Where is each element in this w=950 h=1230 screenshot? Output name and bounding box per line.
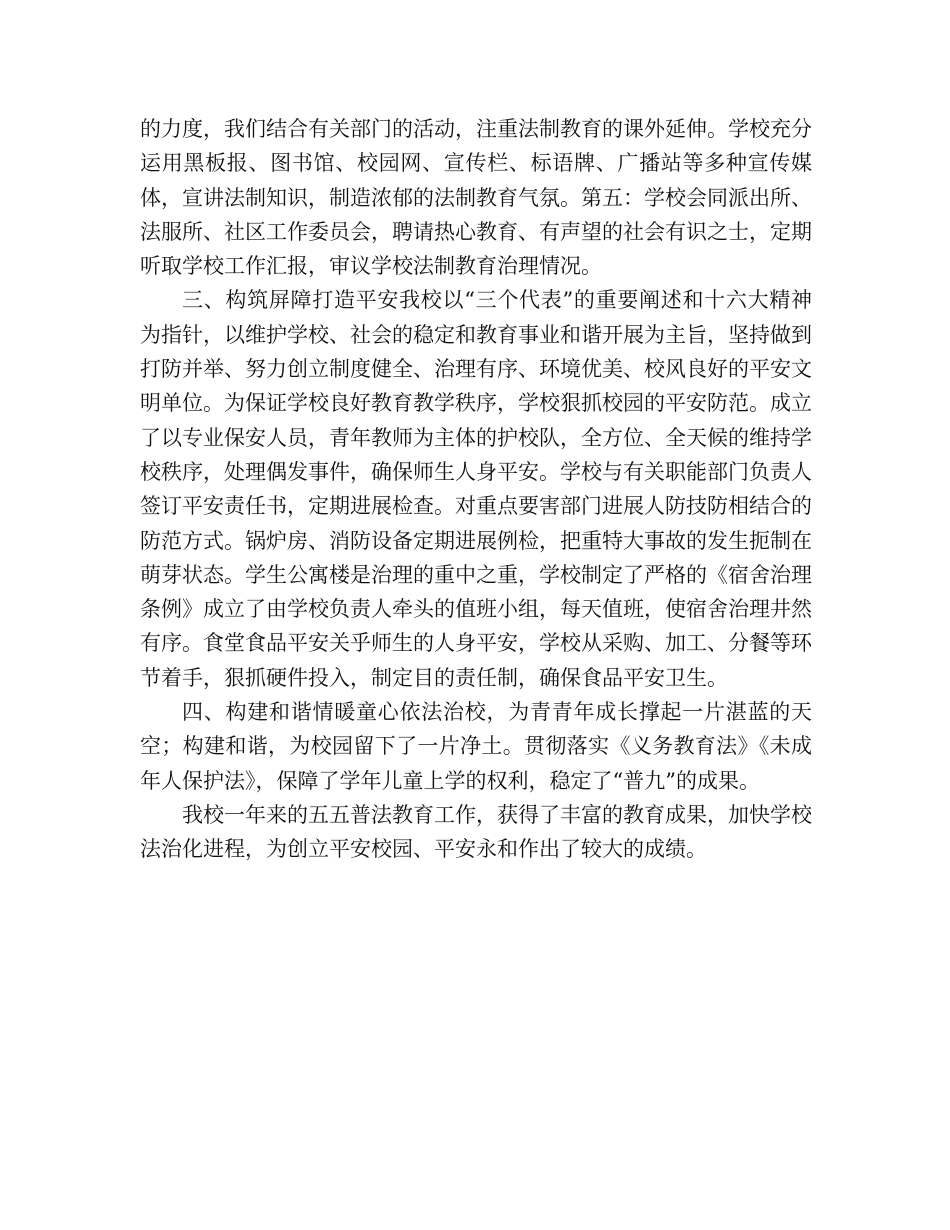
paragraph-conclusion: 我校一年来的五五普法教育工作，获得了丰富的教育成果，加快学校法治化进程，为创立平安校园、平安永和作出了较大的成绩。: [140, 802, 812, 862]
paragraph-continuation: 的力度，我们结合有关部门的活动，注重法制教育的课外延伸。学校充分运用黑板报、图书馆、校园网、宣传栏、标语牌、广播站等多种宣传媒体，宣讲法制知识，制造浓郁的法制教育气氛。第五：学校会同派出所、法服所、社区工作委员会，聘请热心教育、有声望的社会有识之士，定期听取学校工作汇报，审议学校法制教育治理情况。: [140, 117, 812, 279]
paragraph-section-four: 四、构建和谐情暖童心依法治校，为青青年成长撑起一片湛蓝的天空；构建和谐，为校园留下了一片净土。贯彻落实《义务教育法》《未成年人保护法》，保障了学年儿童上学的权利，稳定了“普九”的成果。: [140, 700, 812, 793]
paragraph-section-three: 三、构筑屏障打造平安我校以“三个代表”的重要阐述和十六大精神为指针，以维护学校、社会的稳定和教育事业和谐开展为主旨，坚持做到打防并举、努力创立制度健全、治理有序、环境优美、校风良好的平安文明单位。为保证学校良好教育教学秩序，学校狠抓校园的平安防范。成立了以专业保安人员，青年教师为主体的护校队，全方位、全天候的维持学校秩序，处理偶发事件，确保师生人身平安。学校与有关职能部门负责人签订平安责任书，定期进展检查。对重点要害部门进展人防技防相结合的防范方式。锅炉房、消防设备定期进展例检，把重特大事故的发生扼制在萌芽状态。学生公寓楼是治理的重中之重，学校制定了严格的《宿舍治理条例》成立了由学校负责人牵头的值班小组，每天值班，使宿舍治理井然有序。食堂食品平安关乎师生的人身平安，学校从采购、加工、分餐等环节着手，狠抓硬件投入，制定目的责任制，确保食品平安卫生。: [140, 288, 812, 690]
document-body: [140, 112, 812, 867]
